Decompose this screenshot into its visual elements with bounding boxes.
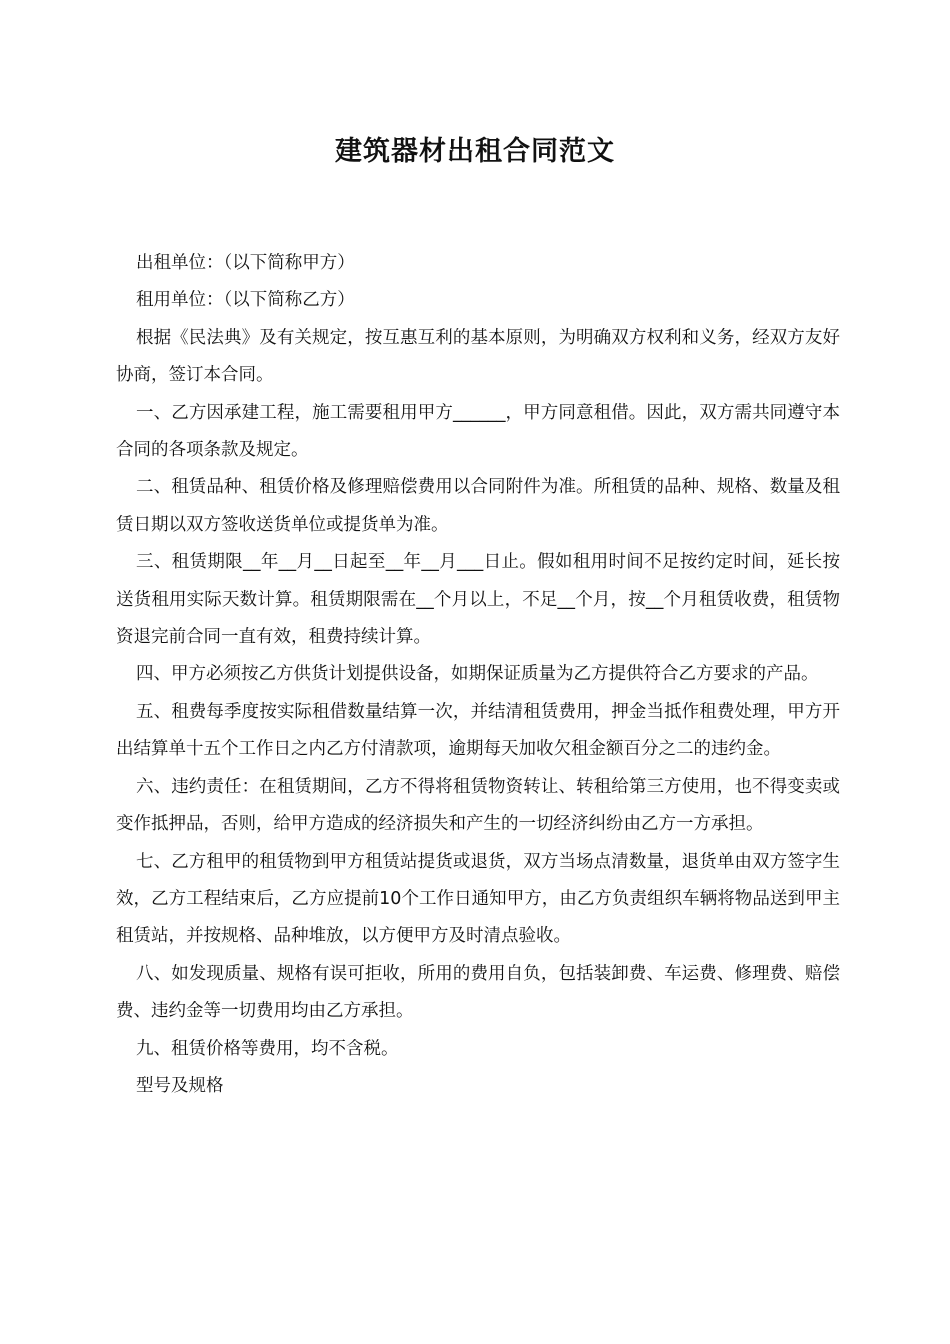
paragraph-preamble: 根据《民法典》及有关规定，按互惠互利的基本原则，为明确双方权利和义务，经双方友好协商，签订本合同。 (116, 327, 840, 386)
paragraph-clause-9: 九、租赁价格等费用，均不含税。 (136, 1038, 399, 1059)
paragraph-clause-6: 六、违约责任：在租赁期间，乙方不得将租赁物资转让、转租给第三方使用，也不得变卖或变作抵押品，否则，给甲方造成的经济损失和产生的一切经济纠纷由乙方一方承担。 (116, 776, 840, 835)
paragraph-clause-1: 一、乙方因承建工程，施工需要租用甲方______，甲方同意租借。因此，双方需共同遵守本合同的各项条款及规定。 (116, 402, 840, 461)
paragraph-model-spec: 型号及规格 (136, 1075, 224, 1096)
paragraph-clause-8: 八、如发现质量、规格有误可拒收，所用的费用自负，包括装卸费、车运费、修理费、赔偿费、违约金等一切费用均由乙方承担。 (116, 963, 840, 1022)
document-body (116, 245, 840, 1105)
paragraph-clause-4: 四、甲方必须按乙方供货计划提供设备，如期保证质量为乙方提供符合乙方要求的产品。 (136, 664, 819, 685)
document-title: 建筑器材出租合同范文 (335, 136, 615, 167)
paragraph-clause-7: 七、乙方租甲的租赁物到甲方租赁站提货或退货，双方当场点清数量，退货单由双方签字生效，乙方工程结束后，乙方应提前10个工作日通知甲方，由乙方负责组织车辆将物品送到甲主租赁站，并按规格、品种堆放，以方便甲方及时清点验收。 (116, 851, 840, 947)
paragraph-clause-3: 三、租赁期限__年__月__日起至__年__月___日止。假如租用时间不足按约定时间，延长按送货租用实际天数计算。租赁期限需在__个月以上，不足__个月，按__个月租赁收费，租赁物资退完前合同一直有效，租费持续计算。 (116, 552, 840, 648)
paragraph-lessee: 租用单位：（以下简称乙方） (136, 290, 355, 311)
paragraph-clause-5: 五、租费每季度按实际租借数量结算一次，并结清租赁费用，押金当抵作租费处理，甲方开出结算单十五个工作日之内乙方付清款项，逾期每天加收欠租金额百分之二的违约金。 (116, 701, 840, 760)
paragraph-clause-2: 二、租赁品种、租赁价格及修理赔偿费用以合同附件为准。所租赁的品种、规格、数量及租赁日期以双方签收送货单位或提货单为准。 (116, 477, 840, 535)
paragraph-lessor: 出租单位：（以下简称甲方） (136, 253, 355, 273)
